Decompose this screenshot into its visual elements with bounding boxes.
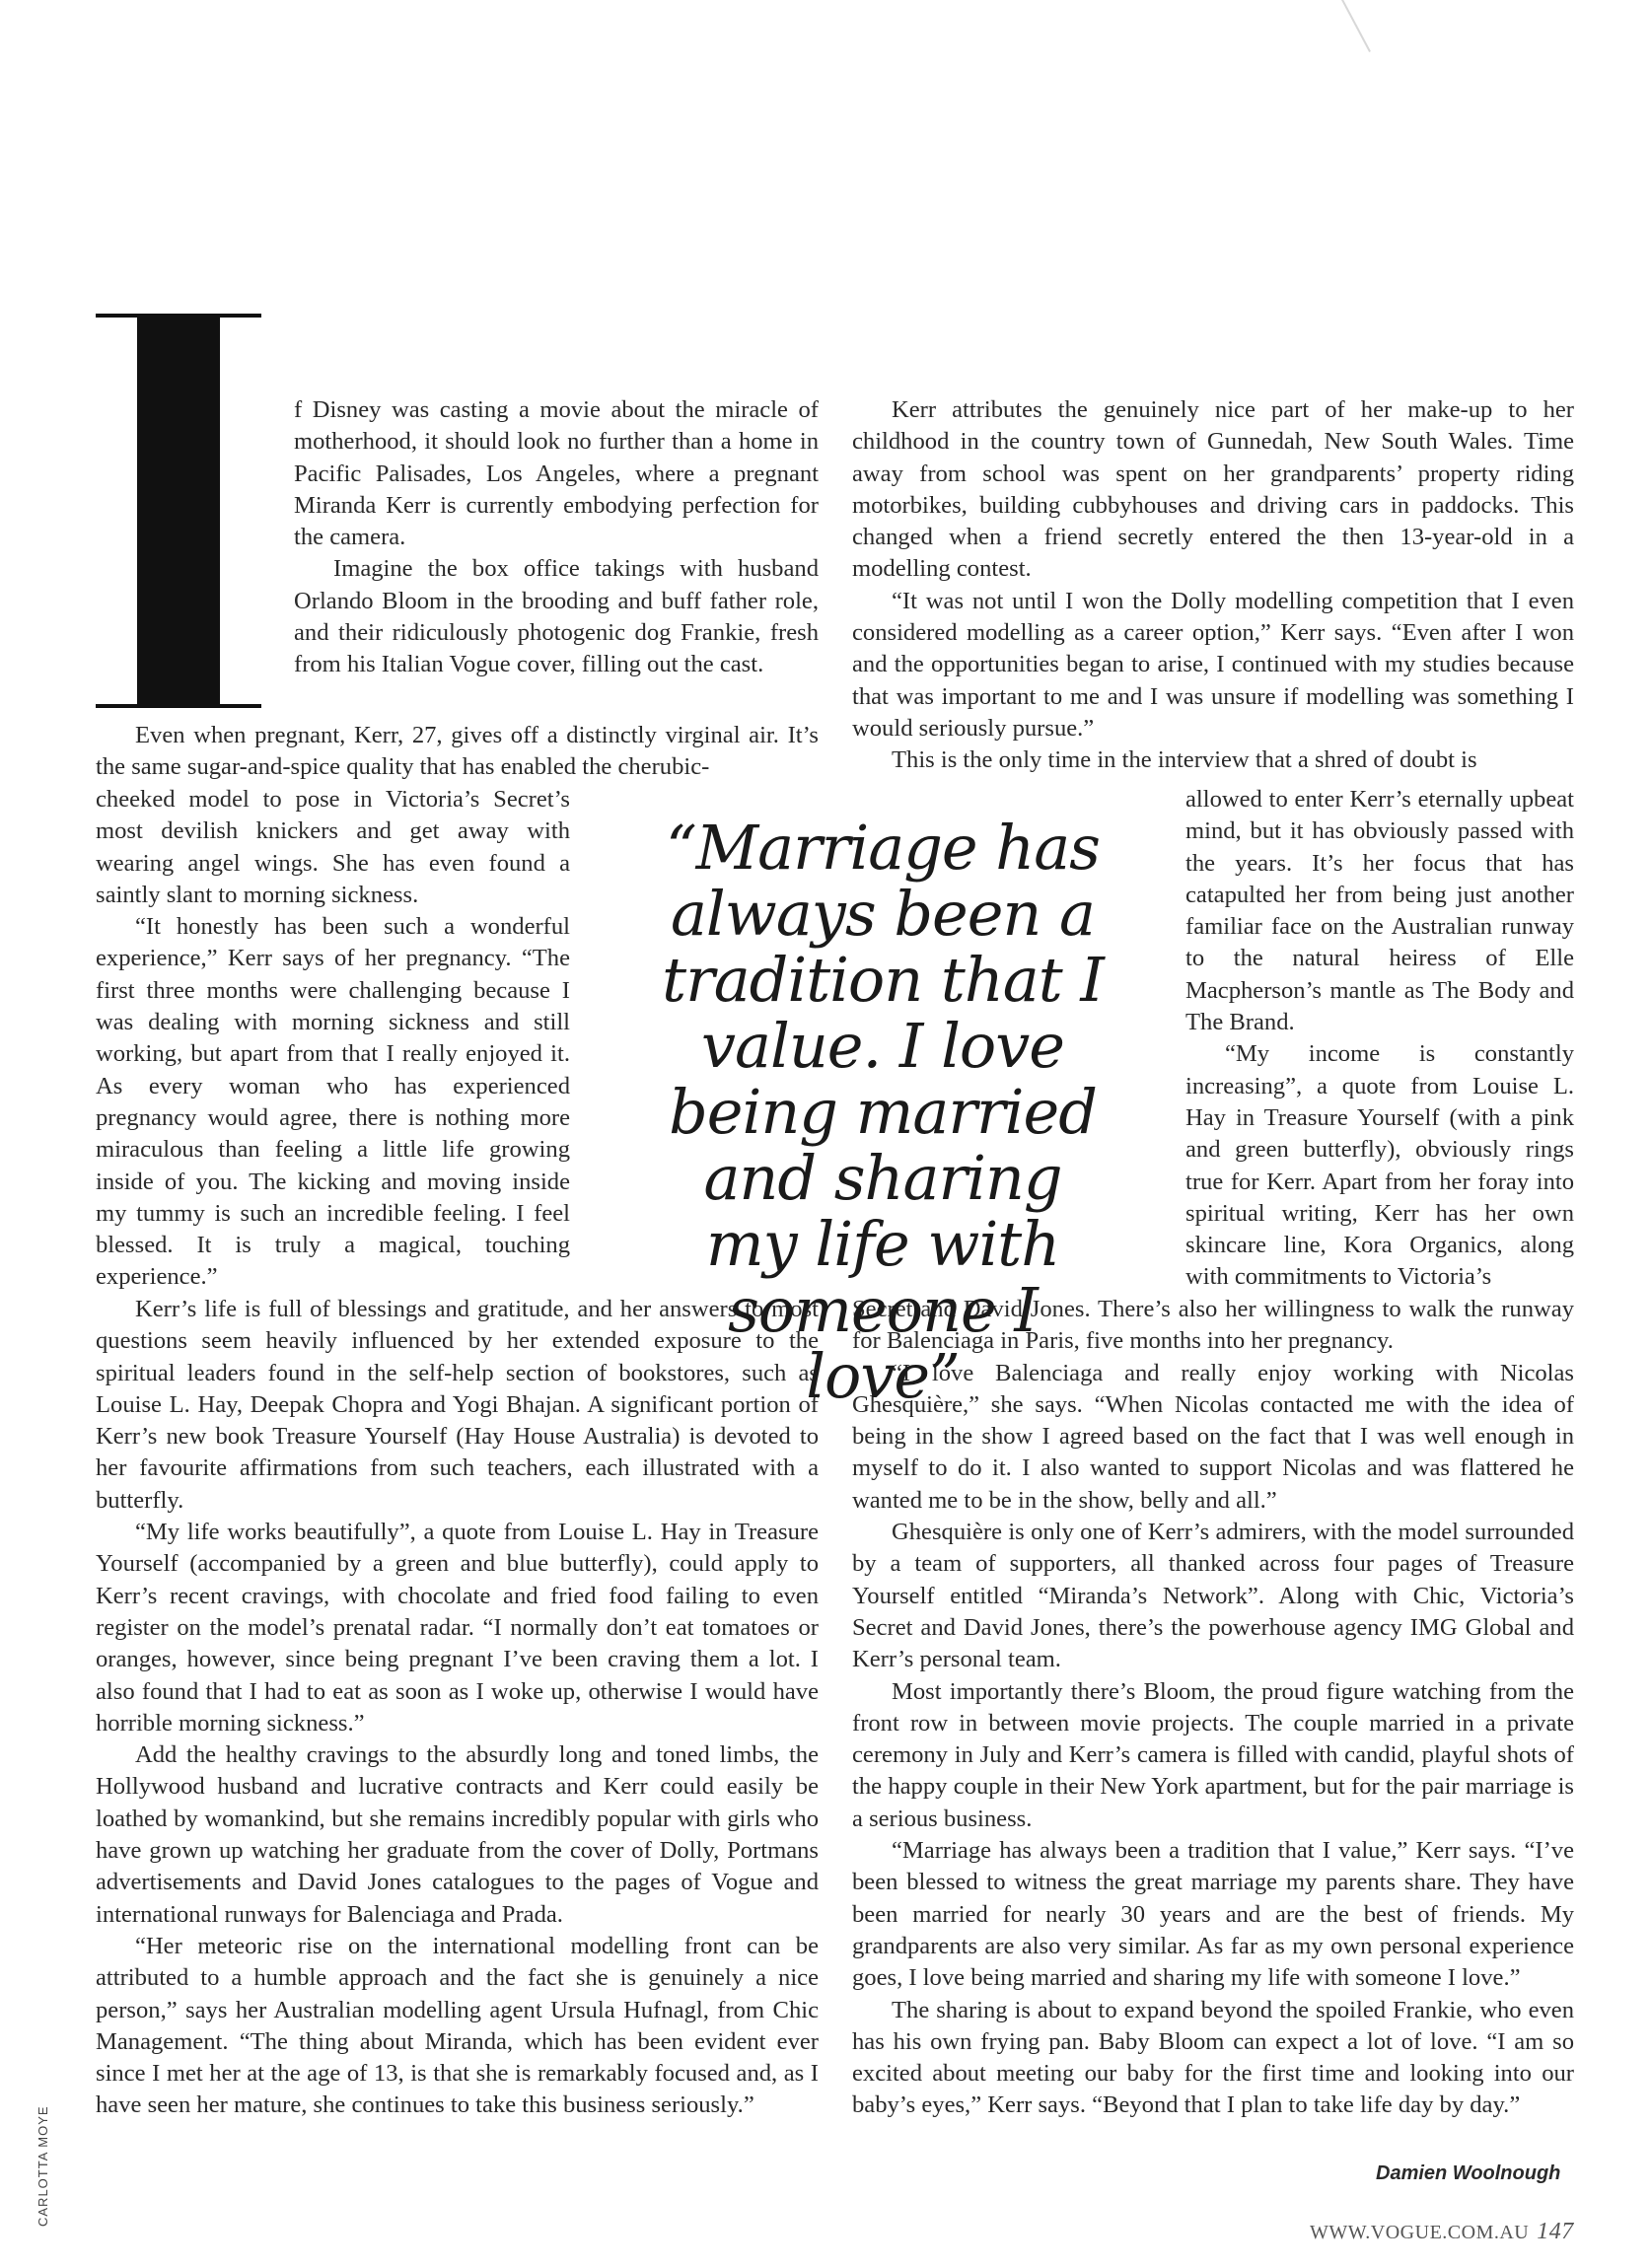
photo-credit bbox=[36, 2069, 55, 2227]
paragraph: “I love Balenciaga and really enjoy working with Nicolas Ghesquière,” she says. “When Nicolas contacted me with the idea of being in the show I agreed based on the fact that I was well enough in myself to do it. I also wanted to support Nicolas and was flattered he wanted me to be in the show, belly and all.” bbox=[852, 1359, 1574, 1514]
paragraph: Kerr’s life is full of blessings and gratitude, and her answers to most questions seem heavily influenced by her extended exposure to the spiritual leaders found in the self-help section of bookstores, such as Louise L. Hay, Deepak Chopra and Yogi Bhajan. A significant portion of Kerr’s new book Treasure Yourself (Hay House Australia) is devoted to her favourite affirmations from such teachers, each illustrated with a butterfly. bbox=[96, 1296, 819, 1514]
author-byline: Damien Woolnough bbox=[1376, 2162, 1561, 2184]
paragraph: Even when pregnant, Kerr, 27, gives off a distinctly virginal air. It’s the same sugar-and-spice quality that has enabled the cherubic- bbox=[96, 722, 819, 781]
paragraph: Ghesquière is only one of Kerr’s admirers, with the model surrounded by a team of supporters, all thanked across four pages of Treasure Yourself entitled “Miranda’s Network”. Along with Chic, Victoria’s Secret and David Jones, there’s the powerhouse agency IMG Global and Kerr’s personal team. bbox=[852, 1519, 1574, 1673]
page-number: 147 bbox=[1537, 2219, 1574, 2244]
paragraph: Secret and David Jones. There’s also her willingness to walk the runway for Balenciaga in Paris, five months into her pregnancy. bbox=[852, 1296, 1574, 1355]
paragraph: allowed to enter Kerr’s eternally upbeat mind, but it has obviously passed with the years. It’s her focus that has catapulted her from being just another familiar face on the Australian runway to the natural heiress of Elle Macpherson’s mantle as The Body and The Brand. bbox=[1185, 786, 1574, 1036]
pull-quote: “Marriage has always been a tradition that I value. I love being married and sharing my life with someone I love” bbox=[662, 812, 1104, 1412]
paragraph: “It was not until I won the Dolly modelling competition that I even considered modelling as a career option,” Kerr says. “Even after I won and the opportunities began to arise, I continued with my studies because that was important to me and I was unsure if modelling was something I would seriously pursue.” bbox=[852, 587, 1574, 742]
drop-cap-letter bbox=[96, 314, 261, 708]
paragraph: Kerr attributes the genuinely nice part of her make-up to her childhood in the country town of Gunnedah, New South Wales. Time away from school was spent on her grandparents’ property riding motorbikes, building cubbyhouses and driving cars in paddocks. This changed when a friend secretly entered the then 13-year-old in a modelling contest. bbox=[852, 396, 1574, 583]
column-2-top bbox=[852, 394, 1574, 777]
column-1-top bbox=[294, 394, 819, 681]
photo-credit-text: CARLOTTA MOYE bbox=[36, 2105, 50, 2227]
paragraph: The sharing is about to expand beyond the spoiled Frankie, who even has his own frying pan. Baby Bloom can expect a lot of love. “I am so excited about meeting our baby for the first time and looking into our baby’s eyes,” Kerr says. “Beyond that I plan to take life day by day.” bbox=[852, 1996, 1574, 2119]
column-1-wide bbox=[96, 720, 819, 784]
column-2-bottom bbox=[852, 1294, 1574, 2122]
footer-url: WWW.VOGUE.COM.AU bbox=[1310, 2222, 1530, 2243]
paragraph: cheeked model to pose in Victoria’s Secret’s most devilish knickers and get away with wearing angel wings. She has even found a saintly slant to morning sickness. bbox=[96, 786, 570, 908]
column-2-narrow bbox=[1185, 784, 1574, 1294]
paragraph: “Her meteoric rise on the international modelling front can be attributed to a humble approach and the fact she is genuinely a nice person,” says her Australian modelling agent Ursula Hufnagl, from Chic Management. “The thing about Miranda, which has been evident ever since I met her at the age of 13, is that she is remarkably focused and, as I have seen her mature, she continues to take this business seriously.” bbox=[96, 1932, 819, 2119]
paragraph: Add the healthy cravings to the absurdly long and toned limbs, the Hollywood husband and lucrative contracts and Kerr could easily be loathed by womankind, but she remains incredibly popular with girls who have grown up watching her graduate from the cover of Dolly, Portmans advertisements and David Jones catalogues to the pages of Vogue and international runways for Balenciaga and Prada. bbox=[96, 1741, 819, 1928]
column-1-narrow bbox=[96, 784, 570, 1294]
paragraph: f Disney was casting a movie about the miracle of motherhood, it should look no further than a home in Pacific Palisades, Los Angeles, where a pregnant Miranda Kerr is currently embodying perfection for the camera. bbox=[294, 396, 819, 551]
paragraph: “It honestly has been such a wonderful experience,” Kerr says of her pregnancy. “The first three months were challenging because I was dealing with morning sickness and still working, but apart from that I really enjoyed it. As every woman who has experienced pregnancy would agree, there is nothing more miraculous than feeling a little life growing inside of you. The kicking and moving inside my tummy is such an incredible feeling. I feel blessed. It is truly a magical, touching experience.” bbox=[96, 913, 570, 1291]
column-1-bottom bbox=[96, 1294, 819, 2122]
paragraph: “My life works beautifully”, a quote from Louise L. Hay in Treasure Yourself (accompanied by a green and blue butterfly), could apply to Kerr’s recent cravings, with chocolate and fried food failing to even register on the model’s prenatal radar. “I normally don’t eat tomatoes or oranges, however, since being pregnant I’ve been craving them a lot. I also found that I had to eat as soon as I woke up, otherwise I would have horrible morning sickness.” bbox=[96, 1519, 819, 1736]
corner-decoration bbox=[1341, 0, 1371, 52]
paragraph: “My income is constantly increasing”, a quote from Louise L. Hay in Treasure Yourself (with a pink and green butterfly), obviously rings true for Kerr. Apart from her foray into spiritual writing, Kerr has her own skincare line, Kora Organics, along with commitments to Victoria’s bbox=[1185, 1040, 1574, 1291]
paragraph: This is the only time in the interview that a shred of doubt is bbox=[892, 746, 1477, 774]
paragraph: Imagine the box office takings with husband Orlando Bloom in the brooding and buff father role, and their ridiculously photogenic dog Frankie, fresh from his Italian Vogue cover, filling out the cast. bbox=[294, 555, 819, 678]
page-footer bbox=[1310, 2219, 1574, 2245]
paragraph: Most importantly there’s Bloom, the proud figure watching from the front row in between movie projects. The couple married in a private ceremony in July and Kerr’s camera is filled with candid, playful shots of the happy couple in their New York apartment, but for the pair marriage is a serious business. bbox=[852, 1677, 1574, 1832]
paragraph: “Marriage has always been a tradition that I value,” Kerr says. “I’ve been blessed to witness the great marriage my parents share. They have been married for nearly 30 years and are the best of friends. My grandparents are also very similar. As far as my own personal experience goes, I love being married and sharing my life with someone I love.” bbox=[852, 1837, 1574, 1992]
